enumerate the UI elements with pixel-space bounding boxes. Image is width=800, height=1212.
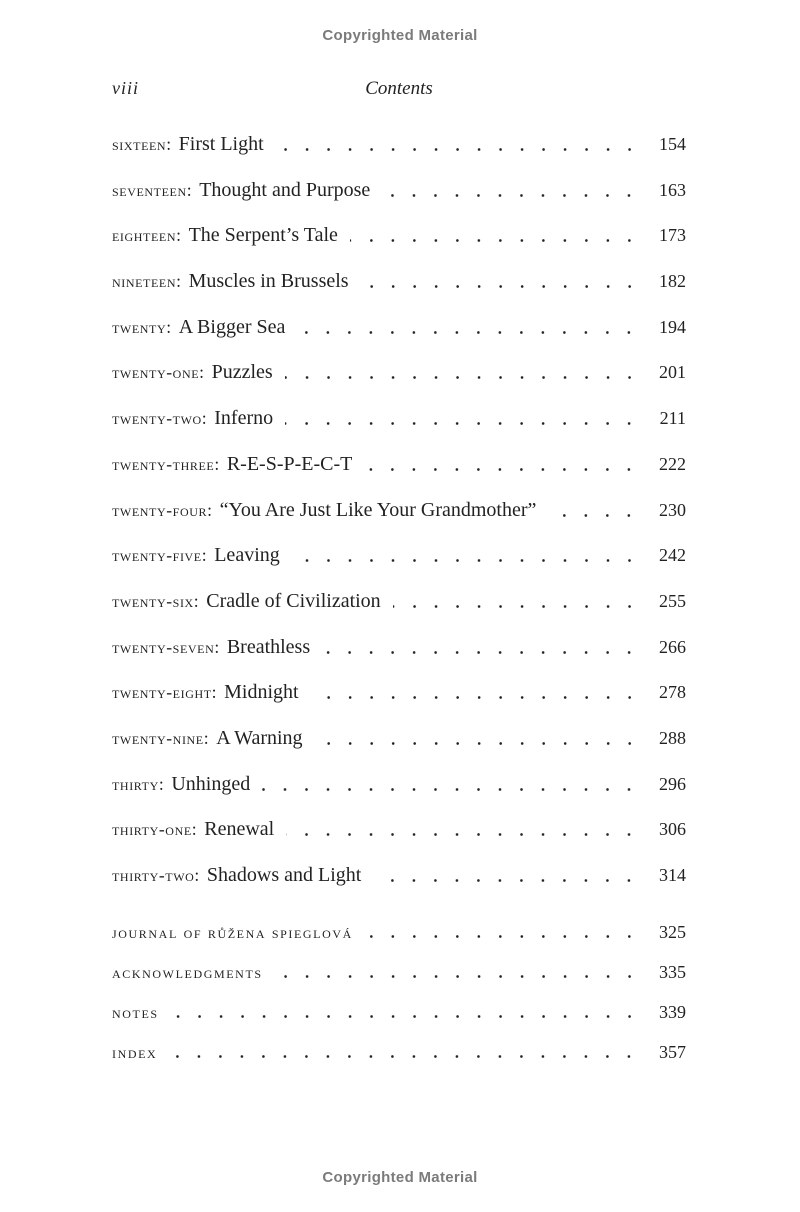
dot-leader: [373, 879, 640, 882]
chapter-title: Breathless: [226, 635, 311, 658]
chapter-title: The Serpent’s Tale: [188, 224, 338, 247]
page-number: 325: [659, 922, 686, 942]
toc-row: [112, 543, 686, 568]
page-number: 182: [659, 271, 686, 292]
dot-leader: [262, 788, 640, 791]
chapter-label: thirty:: [112, 773, 165, 794]
toc-row: [112, 223, 686, 248]
chapter-title: Midnight: [224, 681, 299, 704]
toc-row: [112, 817, 686, 842]
page-number: 314: [659, 865, 686, 885]
dot-leader: [311, 696, 640, 699]
toc-row: [112, 452, 686, 477]
page-number: 335: [659, 962, 686, 982]
page-number: 211: [659, 408, 686, 429]
toc-row: [112, 406, 686, 431]
dot-leader: [393, 605, 640, 608]
toc-row: [112, 1041, 686, 1064]
page-number: 278: [659, 682, 686, 703]
page-number: 306: [659, 819, 686, 840]
dot-leader: [286, 833, 640, 836]
backmatter-label: acknowledgments: [112, 963, 263, 982]
page-number: 230: [659, 499, 686, 520]
dot-leader: [285, 422, 640, 425]
chapter-title: R-E-S-P-E-C-T: [226, 452, 353, 475]
copyright-notice-top: Copyrighted Material: [322, 27, 478, 44]
chapter-label: eighteen:: [112, 225, 182, 246]
page-number: 201: [659, 362, 686, 383]
running-head: [112, 78, 686, 100]
toc-row: [112, 680, 686, 705]
page-number: 255: [659, 590, 686, 611]
chapter-label: twenty-nine:: [112, 727, 210, 748]
chapter-title: “You Are Just Like Your Grandmother”: [219, 498, 537, 521]
copyright-notice-bottom: Copyrighted Material: [322, 1169, 478, 1186]
toc-row: [112, 961, 686, 984]
chapter-title: A Bigger Sea: [178, 315, 286, 338]
chapter-title: Puzzles: [211, 361, 273, 384]
page-number: 222: [659, 453, 686, 474]
contents-heading: Contents: [365, 78, 433, 99]
dot-leader: [275, 975, 640, 978]
chapter-label: seventeen:: [112, 179, 193, 200]
dot-leader: [365, 935, 640, 938]
chapter-title: Leaving: [214, 544, 280, 567]
toc-row: [112, 589, 686, 614]
page-number: 339: [659, 1002, 686, 1022]
chapter-title: Thought and Purpose: [199, 178, 371, 201]
page-number: 154: [659, 134, 686, 154]
chapter-label: twenty-seven:: [112, 636, 220, 657]
chapter-label: nineteen:: [112, 271, 182, 292]
chapter-title: Renewal: [204, 818, 275, 841]
toc-chapter-list: [112, 132, 686, 888]
toc-row: [112, 360, 686, 385]
toc-row: [112, 726, 686, 751]
toc-row: [112, 921, 686, 944]
page-number: 357: [659, 1042, 686, 1062]
chapter-title: A Warning: [216, 726, 303, 749]
chapter-title: Inferno: [214, 407, 274, 430]
page-number: 288: [659, 727, 686, 748]
dot-leader: [350, 239, 640, 242]
backmatter-label: journal of růžena spieglová: [112, 923, 353, 942]
chapter-title: Muscles in Brussels: [188, 270, 349, 293]
toc-row: [112, 863, 686, 888]
toc-row: [112, 269, 686, 294]
chapter-title: Unhinged: [171, 772, 251, 795]
dot-leader: [276, 148, 640, 151]
page-number: 163: [659, 179, 686, 200]
page-number: 242: [659, 545, 686, 566]
dot-leader: [285, 376, 640, 379]
chapter-label: twenty:: [112, 316, 172, 337]
chapter-label: twenty-one:: [112, 362, 205, 383]
chapter-label: thirty-one:: [112, 819, 198, 840]
dot-leader: [322, 651, 640, 654]
chapter-title: Cradle of Civilization: [206, 589, 381, 612]
dot-leader: [364, 468, 640, 471]
page-number: 173: [659, 225, 686, 246]
toc-row: [112, 635, 686, 660]
chapter-label: thirty-two:: [112, 865, 200, 885]
toc-backmatter-list: [112, 921, 686, 1064]
chapter-title: First Light: [178, 133, 264, 155]
chapter-label: twenty-three:: [112, 453, 220, 474]
toc-row: [112, 315, 686, 340]
chapter-label: twenty-six:: [112, 590, 200, 611]
dot-leader: [382, 194, 640, 197]
chapter-label: twenty-two:: [112, 408, 208, 429]
toc-row: [112, 132, 686, 157]
contents-page: [112, 78, 686, 1081]
dot-leader: [297, 331, 640, 334]
chapter-label: twenty-eight:: [112, 682, 218, 703]
dot-leader: [169, 1055, 640, 1058]
backmatter-label: index: [112, 1043, 158, 1062]
dot-leader: [292, 559, 640, 562]
chapter-label: sixteen:: [112, 134, 172, 154]
backmatter-label: notes: [112, 1003, 159, 1022]
dot-leader: [548, 514, 640, 517]
toc-row: [112, 772, 686, 797]
dot-leader: [361, 285, 640, 288]
chapter-title: Shadows and Light: [206, 864, 362, 886]
folio-page-number: viii: [112, 78, 139, 98]
toc-row: [112, 178, 686, 203]
dot-leader: [315, 742, 640, 745]
chapter-label: twenty-four:: [112, 499, 213, 520]
toc-row: [112, 498, 686, 523]
page-number: 194: [659, 316, 686, 337]
toc-row: [112, 1001, 686, 1024]
page-number: 296: [659, 773, 686, 794]
chapter-label: twenty-five:: [112, 545, 208, 566]
page-number: 266: [659, 636, 686, 657]
dot-leader: [171, 1015, 640, 1018]
